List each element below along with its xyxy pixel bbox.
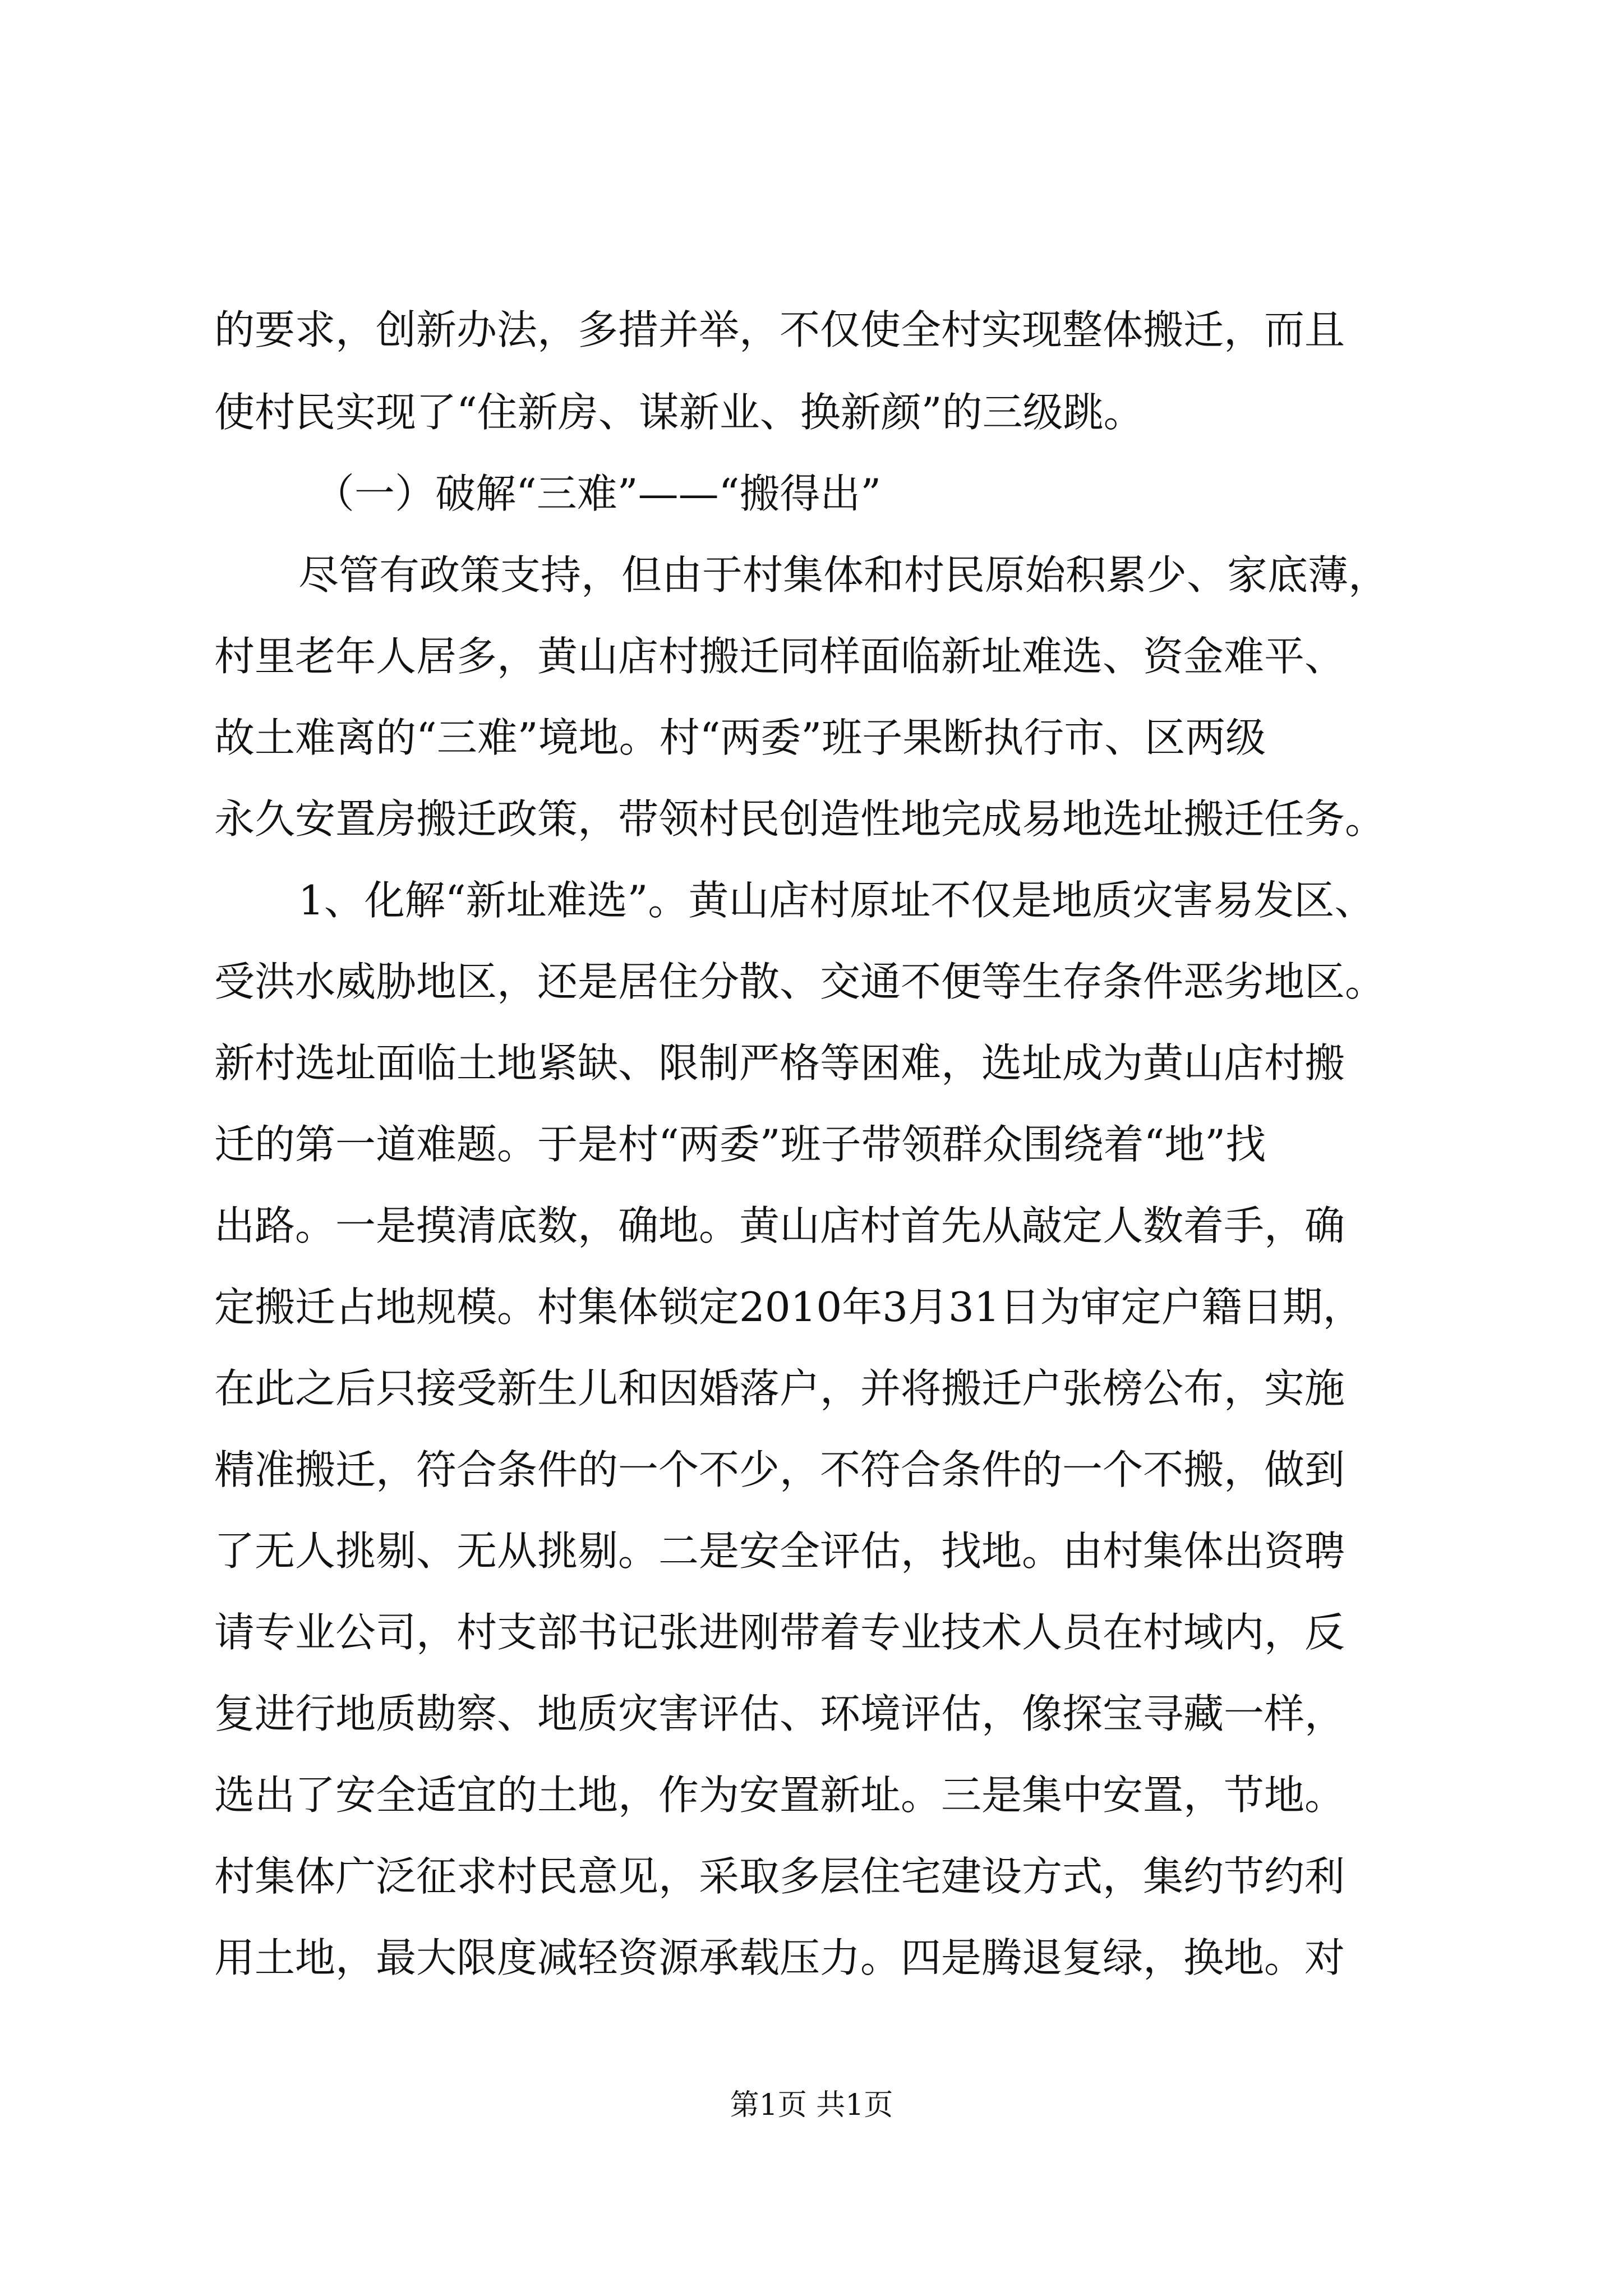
text-line: 复进行地质勘察、地质灾害评估、环境评估，像探宝寻藏一样， (214, 1690, 1345, 1737)
text-line: 使村民实现了“住新房、谋新业、换新颜”的三级跳。 (214, 389, 1144, 436)
text-line: 村集体广泛征求村民意见，采取多层住宅建设方式，集约节约利 (214, 1853, 1345, 1900)
text-line: 定搬迁占地规模。村集体锁定2010年3月31日为审定户籍日期， (214, 1283, 1363, 1331)
text-line: 选出了安全适宜的土地，作为安置新址。三是集中安置，节地。 (214, 1772, 1345, 1819)
paragraph-first-line: 尽管有政策支持，但由于村集体和村民原始积累少、家底薄， (298, 551, 1389, 599)
text-line: 的要求，创新办法，多措并举，不仅使全村实现整体搬迁，而且 (214, 306, 1345, 353)
paragraph-first-line: 1、化解“新址难选”。黄山店村原址不仅是地质灾害易发区、 (298, 877, 1375, 924)
text-line: 出路。一是摸清底数，确地。黄山店村首先从敲定人数着手，确 (214, 1202, 1345, 1249)
text-line: 了无人挑剔、无从挑剔。二是安全评估，找地。由村集体出资聘 (214, 1527, 1345, 1575)
text-line: 永久安置房搬迁政策，带领村民创造性地完成易地选址搬迁任务。 (214, 795, 1386, 843)
text-line: 用土地，最大限度减轻资源承载压力。四是腾退复绿，换地。对 (214, 1934, 1345, 1981)
text-line: 精准搬迁，符合条件的一个不少，不符合条件的一个不搬，做到 (214, 1446, 1345, 1493)
text-line: 受洪水威胁地区，还是居住分散、交通不便等生存条件恶劣地区。 (214, 958, 1386, 1005)
text-line: 请专业公司，村支部书记张进刚带着专业技术人员在村域内，反 (214, 1609, 1345, 1656)
text-line: 新村选址面临土地紧缺、限制严格等困难，选址成为黄山店村搬 (214, 1039, 1345, 1087)
text-line: 在此之后只接受新生儿和因婚落户，并将搬迁户张榜公布，实施 (214, 1365, 1345, 1412)
text-line: 村里老年人居多，黄山店村搬迁同样面临新址难选、资金难平、 (214, 633, 1345, 680)
text-line: 迁的第一道难题。于是村“两委”班子带领群众围绕着“地”找 (214, 1121, 1266, 1168)
page-number-footer: 第1页 共1页 (730, 2088, 893, 2122)
text-line: 故土难离的“三难”境地。村“两委”班子果断执行市、区两级 (214, 714, 1266, 761)
section-heading: （一）破解“三难”——“搬得出” (314, 470, 882, 517)
